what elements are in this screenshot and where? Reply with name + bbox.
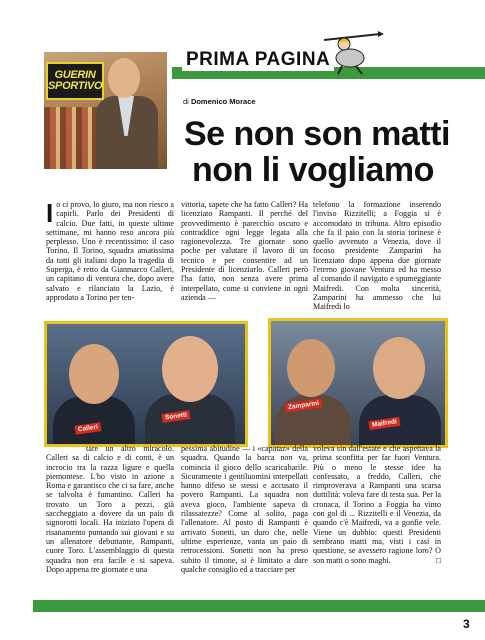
author-name: Domenico Morace [190, 97, 256, 106]
end-mark: □ [436, 555, 441, 565]
drop-cap: I [46, 198, 54, 228]
section-title: PRIMA PAGINA [182, 49, 334, 71]
name-tag-calleri: Calleri [74, 422, 101, 435]
photo-face [162, 336, 218, 402]
article-text-3: telefono la formazione inserendo l'inviso Rizzitelli; a Foggia si è accomodato in tribuna. Altro episodio che fa il paio con la storia torinese è quello avvenuto a Venezia, dove il focoso presidente Zamparini ha licenziato dopo appena due giornate l'eterno giovane Ventura ed ha messo al comando il navigato e spumeggiante Maifredi. Con molta sincerità, Zamparini ha ammesso che lui Maifredi lo [313, 200, 441, 312]
article-text-2b: pessima abitudine — i «capataz» della squadra. Quando la barca non va, comincia il gioco dello scaricabarile. Sicuramente i gentiluomini interpellati hanno difeso se stessi e accusato il povero Rampanti. La squadra non aveva gioco, l'ambiente sapeva di rilassatezze? Come al solito, paga l'allenatore. Al posto di Rampanti è arrivato Sonetti, un duro che, nelle ultime esperienze, vanta un paio di retrocessioni. Sonetti non ha preso subito il timone, si è limitato a dare qualche consiglio ed a tracciare per [181, 444, 308, 574]
byline [183, 97, 256, 106]
article-text-1: o ci provo, lo giuro, ma non riesco a capirli. Parlo dei Presidenti di calcio. Due fatti, in queste ultime settimane, mi hanno reso ancora più perplesso. Uno è recentissimo: il caso Torino. Il Torino, squadra amatissima da tutti gli italiani dopo la tragedia di Superga, è retto da Gianmarco Calleri, un capitano di ventura che, dopo avere salvato e rilanciato la Lazio, è approdato a Torino per ten- [46, 200, 174, 302]
name-tag-sonetti: Sonetti [162, 410, 191, 423]
article-column-3 [313, 200, 441, 312]
photo-panel-left [44, 321, 248, 447]
article-column-3b [313, 444, 441, 565]
article-column-2b [181, 444, 308, 574]
footer-bar [33, 600, 485, 612]
article-text-3b-body: voleva sin dall'estate e che aspettava la prima sconfitta per far fuori Ventura. Più o meno le stesse idee ha confessato, a freddo, Calleri, che rimproverava a Rampanti una scarsa duttilità: voleva fare di testa sua. Per la cronaca, il Torino a Foggia ha vinto con gol di ... Rizzitelli e il Venezia, da quando c'è Maifredi, va a gonfie vele. Viene un dubbio: questi Presidenti sembrano matti ma, visti i casi in questione, se avessero ragione loro? O son matti o sono maghi. [313, 444, 441, 565]
headline-line-2: non li vogliamo [192, 151, 434, 189]
photo-panel-right [268, 318, 448, 448]
article-column-2 [181, 200, 308, 302]
name-tag-maifredi: Maifredi [369, 417, 401, 430]
article-text-2: vittoria, sapete che ha fatto Calleri? Ha licenziato Rampanti. Il perché del provvedimento è parecchio oscuro e contraddice ogni legge legata alla ragionevolezza. Tre giornate sono poche per valutare il lavoro di un tecnico e per consentire ad un Presidente di licenziarlo. Calleri però l'ha fatto, non senza avere prima interpellato, come si conviene in ogni azienda — [181, 200, 308, 302]
headline-line-1: Se non son matti [184, 115, 450, 153]
article-text-3b [313, 444, 441, 565]
name-tag-zamparini: Zamparini [285, 398, 323, 412]
article-text-1b: tare un altro miracolo. Calleri sa di calcio e di conti, è un incrocio tra la razza ligure e quella piemontese. L'ho visto in azione a Roma e garantisco che ci sa fare, anche se talvolta è fumantino. Calleri ha trovato un Toro a pezzi, già saccheggiato a dovere da un paio di signorotti locali. Ha iniziato l'opera di risanamento puntando sui giovani e su un allenatore debuttante, Rampanti, cuore Toro. L'assemblaggio di questa squadra non era facile e si sapeva. Dopo appena tre giornate e una [46, 444, 174, 574]
photo-person-head [108, 58, 140, 98]
photo-face [287, 339, 335, 397]
byline-prefix: di [183, 97, 189, 106]
page-number: 3 [463, 617, 470, 631]
article-column-1b [46, 444, 174, 574]
mascot-illustration [320, 30, 384, 76]
magazine-logo: GUERIN SPORTIVO [46, 62, 104, 100]
article-column-1 [46, 200, 174, 302]
photo-face [373, 337, 425, 399]
photo-face [69, 344, 119, 404]
